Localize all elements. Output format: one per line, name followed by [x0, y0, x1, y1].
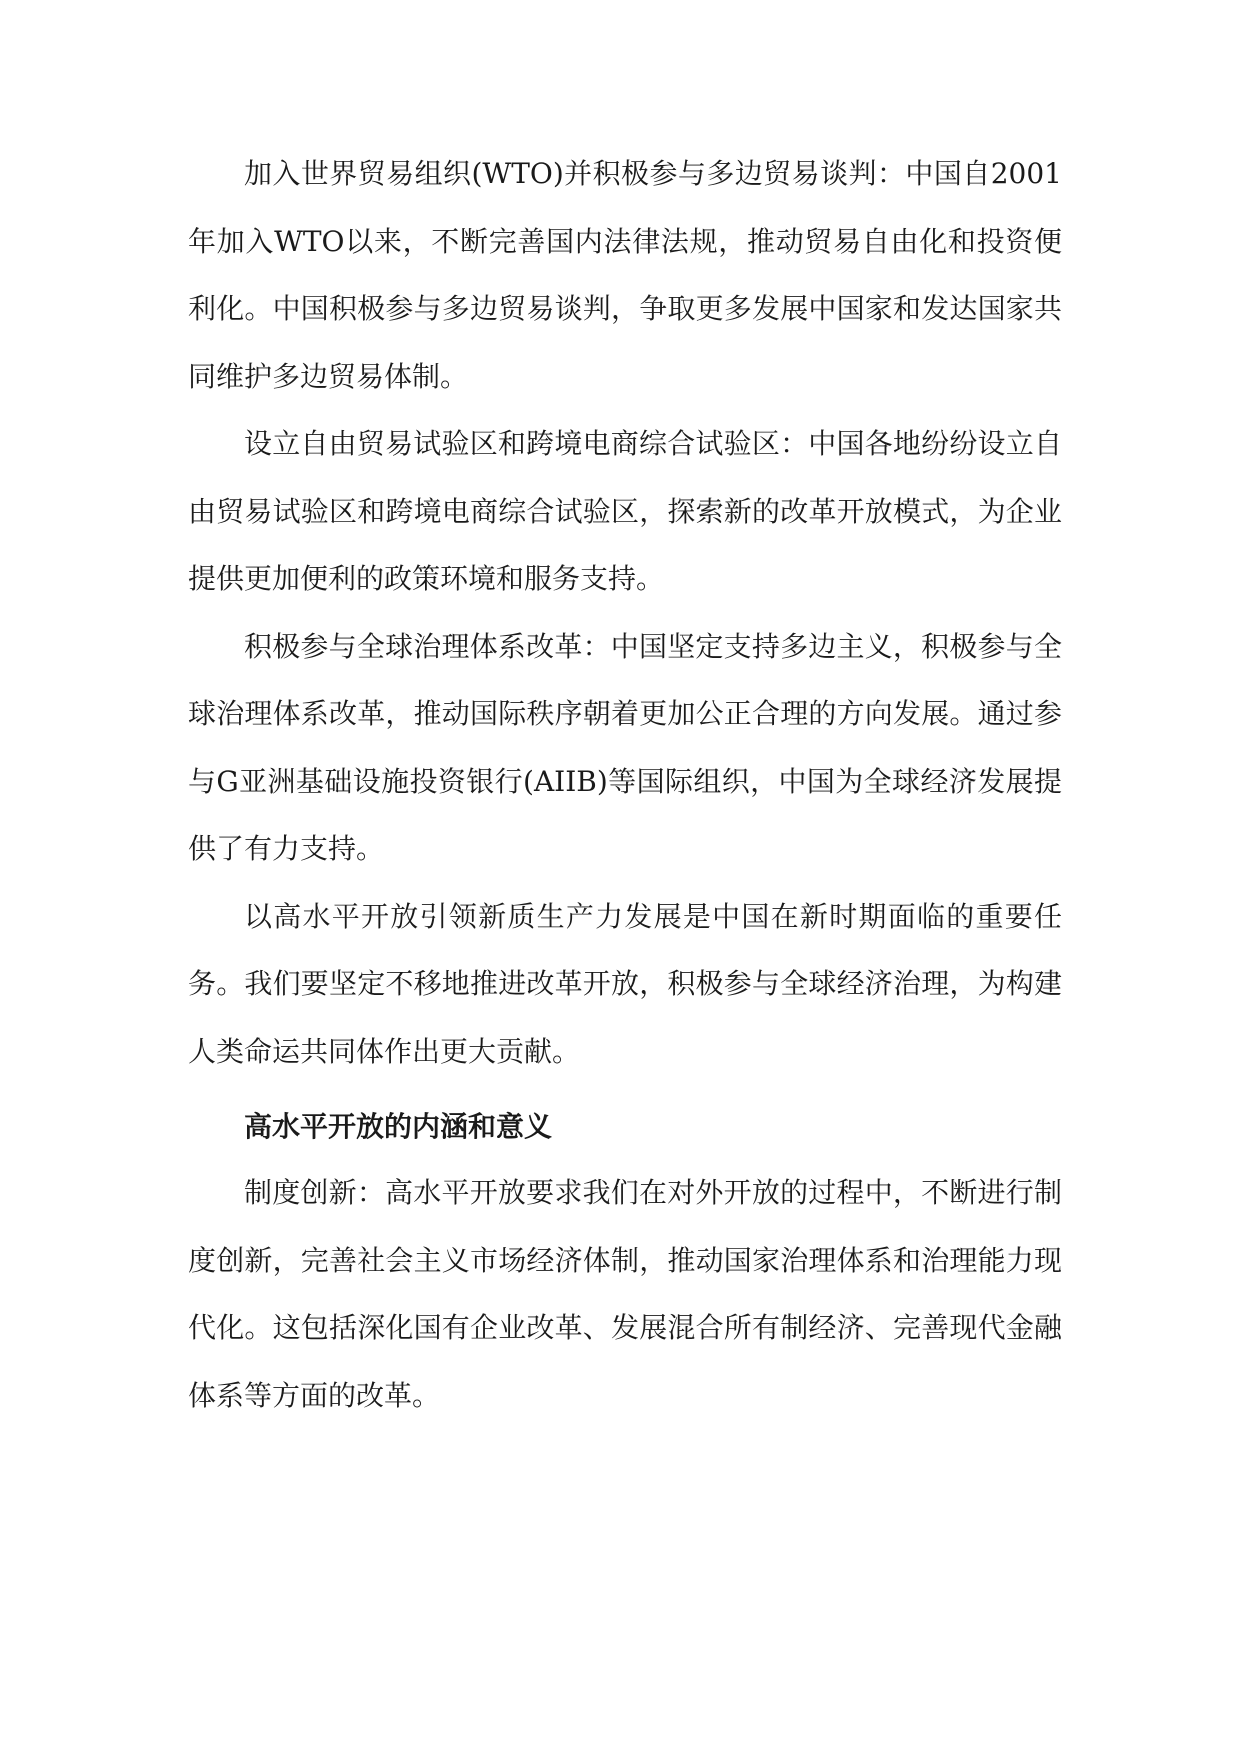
- paragraph-conclusion: 以高水平开放引领新质生产力发展是中国在新时期面临的重要任务。我们要坚定不移地推进改革开放，积极参与全球经济治理，为构建人类命运共同体作出更大贡献。: [188, 899, 1062, 1068]
- section-heading: 高水平开放的内涵和意义: [244, 1110, 553, 1143]
- paragraph-global-governance: 积极参与全球治理体系改革：中国坚定支持多边主义，积极参与全球治理体系改革，推动国际秩序朝着更加公正合理的方向发展。通过参与G亚洲基础设施投资银行(AIIB)等国际组织，中国为全球经济发展提供了有力支持。: [188, 629, 1062, 865]
- paragraph-free-trade-zones: 设立自由贸易试验区和跨境电商综合试验区：中国各地纷纷设立自由贸易试验区和跨境电商综合试验区，探索新的改革开放模式，为企业提供更加便利的政策环境和服务支持。: [188, 427, 1062, 595]
- document-page: [188, 140, 1062, 1429]
- paragraph-wto: 加入世界贸易组织(WTO)并积极参与多边贸易谈判：中国自2001年加入WTO以来，不断完善国内法律法规，推动贸易自由化和投资便利化。中国积极参与多边贸易谈判，争取更多发展中国家和发达国家共同维护多边贸易体制。: [188, 157, 1062, 393]
- paragraph-institutional-innovation: 制度创新：高水平开放要求我们在对外开放的过程中，不断进行制度创新，完善社会主义市场经济体制，推动国家治理体系和治理能力现代化。这包括深化国有企业改革、发展混合所有制经济、完善现代金融体系等方面的改革。: [188, 1176, 1062, 1412]
